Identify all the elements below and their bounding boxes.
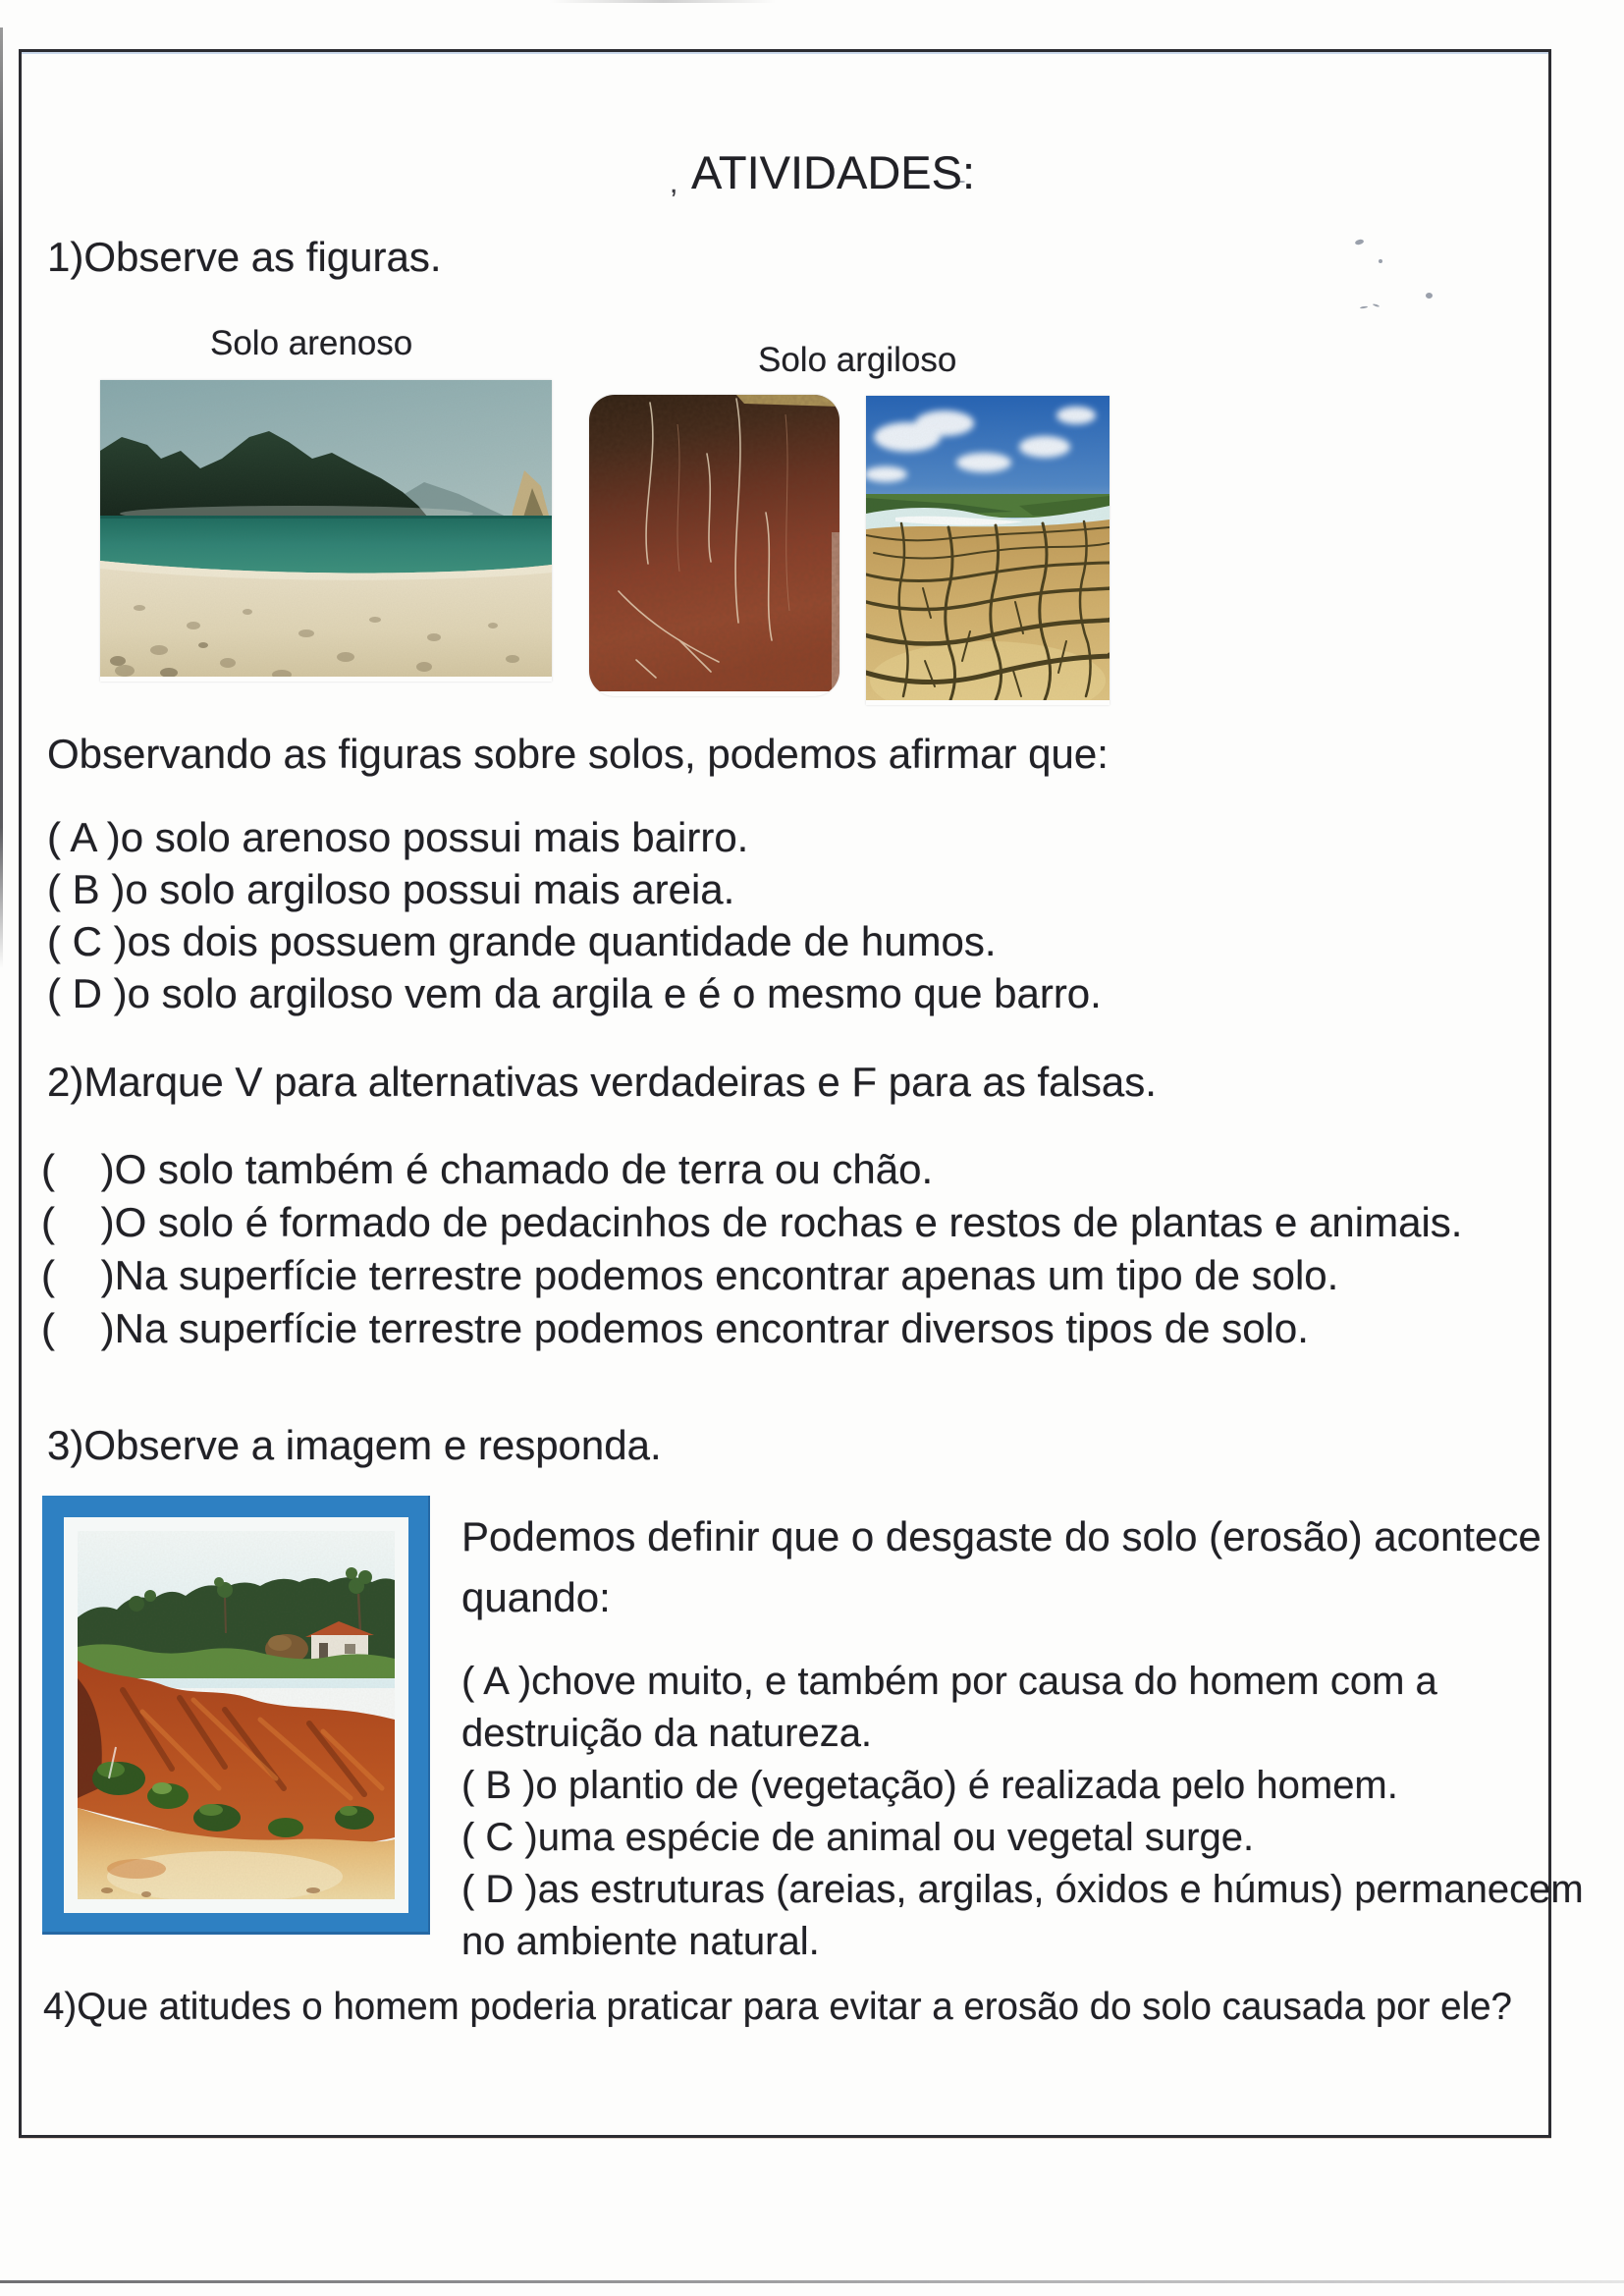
question-3-option-a-line2: destruição da natureza. [461, 1712, 873, 1755]
clay-soil-photo [589, 395, 839, 696]
question-3-option-a-line1: ( A )chove muito, e também por causa do homem com a [461, 1660, 1437, 1703]
erosion-photo-frame [42, 1496, 430, 1935]
question-1-option-a: ( A )o solo arenoso possui mais bairro. [47, 814, 749, 860]
scan-edge-line [0, 27, 3, 968]
question-3-options [461, 1656, 1584, 1968]
question-3-statement-line2: quando: [461, 1574, 611, 1620]
question-1-option-c: ( C )os dois possuem grande quantidade de humos. [47, 918, 997, 964]
question-1-prompt: 1)Observe as figuras. [47, 234, 442, 280]
question-3-option-d-line2: no ambiente natural. [461, 1920, 820, 1963]
cracked-dry-soil-photo [866, 396, 1110, 705]
question-3-statement [461, 1506, 1542, 1628]
question-2-items [41, 1143, 1462, 1355]
beach-sandy-soil-photo [100, 380, 552, 682]
vf-item-2: ( )O solo é formado de pedacinhos de rochas e restos de plantas e animais. [41, 1199, 1463, 1245]
page-title: ATIVIDADES: [691, 146, 976, 198]
question-3-prompt: 3)Observe a imagem e responda. [47, 1422, 662, 1468]
question-4-prompt: 4)Que atitudes o homem poderia praticar para evitar a erosão do solo causada por ele? [43, 1986, 1512, 2028]
question-1-options [47, 811, 1102, 1019]
vf-item-1: ( )O solo também é chamado de terra ou chão. [41, 1146, 934, 1192]
question-2-prompt: 2)Marque V para alternativas verdadeiras e F para as falsas. [47, 1059, 1157, 1105]
question-1-option-d: ( D )o solo argiloso vem da argila e é o mesmo que barro. [47, 970, 1102, 1016]
erosion-photo-mat [64, 1517, 408, 1913]
question-1-statement: Observando as figuras sobre solos, podemos afirmar que: [47, 731, 1109, 777]
figure-label-solo-argiloso: Solo argiloso [758, 341, 957, 379]
scan-artifact [1379, 259, 1382, 263]
question-3-statement-line1: Podemos definir que o desgaste do solo (erosão) acontece [461, 1513, 1542, 1559]
page-bottom-edge [0, 2280, 1624, 2283]
vf-item-3: ( )Na superfície terrestre podemos encontrar apenas um tipo de solo. [41, 1252, 1339, 1298]
question-3-option-d-line1: ( D )as estruturas (areias, argilas, óxidos e húmus) permanecem [461, 1868, 1584, 1911]
scan-artifact [1426, 293, 1433, 299]
question-3-option-c: ( C )uma espécie de animal ou vegetal surge. [461, 1816, 1255, 1859]
scan-artifact [550, 0, 776, 3]
vf-item-4: ( )Na superfície terrestre podemos encontrar diversos tipos de solo. [41, 1305, 1309, 1351]
question-1-option-b: ( B )o solo argiloso possui mais areia. [47, 866, 735, 912]
figure-label-solo-arenoso: Solo arenoso [210, 324, 413, 362]
question-3-option-b: ( B )o plantio de (vegetação) é realizada pelo homem. [461, 1764, 1398, 1807]
title-mark: , [670, 167, 678, 199]
erosion-photo [78, 1531, 395, 1899]
